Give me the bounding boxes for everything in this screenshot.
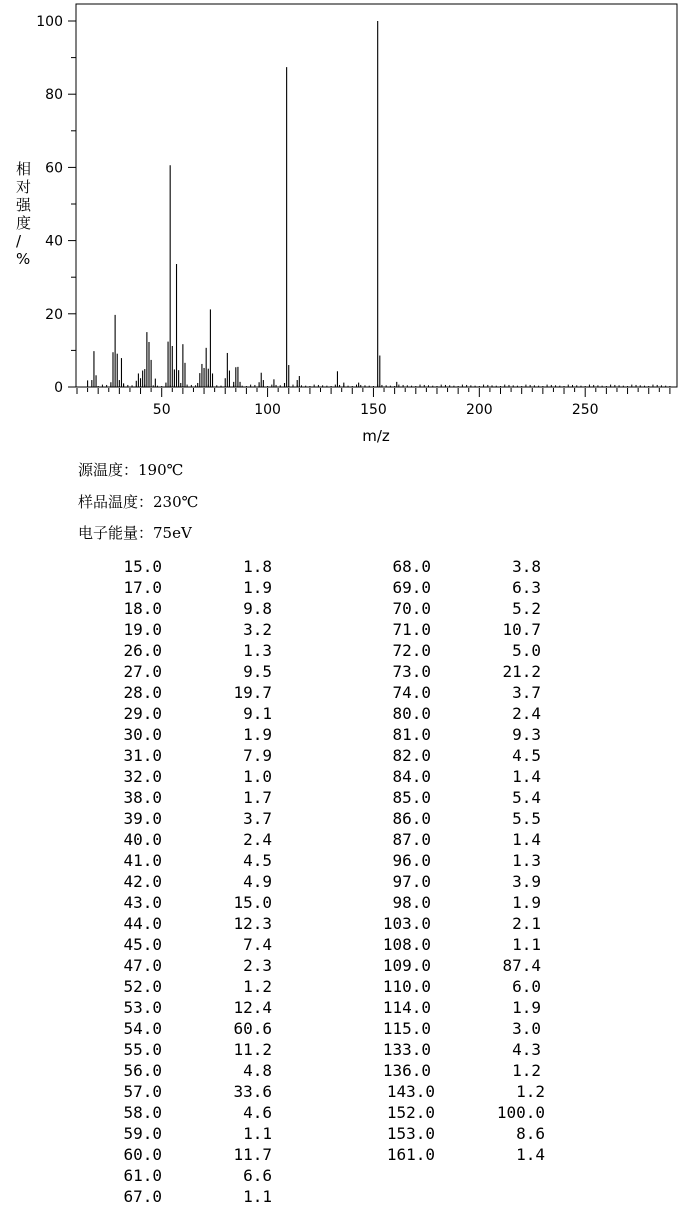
table-mz: 71.0 [392,620,431,639]
table-mz: 98.0 [392,893,431,912]
table-intensity: 1.2 [516,1082,545,1101]
table-intensity: 1.9 [512,998,541,1017]
table-mz: 110.0 [382,977,431,996]
table-intensity: 11.2 [233,1040,272,1059]
table-intensity: 3.8 [512,557,541,576]
table-mz: 67.0 [123,1187,162,1206]
table-intensity: 9.3 [512,725,541,744]
table-mz: 114.0 [382,998,431,1017]
x-axis [77,388,670,418]
table-mz: 84.0 [392,767,431,786]
table-intensity: 21.2 [502,662,541,681]
table-mz: 96.0 [392,851,431,870]
table-intensity: 5.0 [512,641,541,660]
x-tick-label: 200 [465,402,493,418]
table-mz: 57.0 [123,1082,162,1101]
y-tick-label: 40 [45,233,63,250]
table-mz: 32.0 [123,767,162,786]
table-intensity: 1.1 [512,935,541,954]
table-mz: 68.0 [392,557,431,576]
table-mz: 38.0 [123,788,162,807]
table-mz: 44.0 [123,914,162,933]
table-intensity: 3.7 [243,809,272,828]
table-mz: 15.0 [123,557,162,576]
table-intensity: 8.6 [516,1124,545,1143]
table-intensity: 4.6 [243,1103,272,1122]
table-mz: 61.0 [123,1166,162,1185]
table-intensity: 1.3 [512,851,541,870]
table-intensity: 9.5 [243,662,272,681]
table-intensity: 12.3 [233,914,272,933]
table-mz: 54.0 [123,1019,162,1038]
y-tick-label: 0 [54,380,63,396]
x-tick-label: 250 [571,402,599,418]
y-tick-label: 80 [45,87,63,104]
table-mz: 97.0 [392,872,431,891]
table-mz: 69.0 [392,578,431,597]
y-tick-label: 60 [45,160,63,177]
table-mz: 74.0 [392,683,431,702]
peak-series [88,21,397,387]
table-intensity: 1.4 [512,767,541,786]
table-mz: 70.0 [392,599,431,618]
table-mz: 19.0 [123,620,162,639]
table-mz: 161.0 [386,1145,435,1164]
x-axis-label: m/z [362,427,390,445]
table-intensity: 4.3 [512,1040,541,1059]
table-mz: 40.0 [123,830,162,849]
table-mz: 72.0 [392,641,431,660]
table-intensity: 5.2 [512,599,541,618]
x-tick-label: 50 [152,402,171,418]
table-mz: 41.0 [123,851,162,870]
table-intensity: 1.9 [512,893,541,912]
table-mz: 73.0 [392,662,431,681]
table-mz: 143.0 [386,1082,435,1101]
plot-frame [76,4,677,387]
table-mz: 43.0 [123,893,162,912]
table-mz: 52.0 [123,977,162,996]
y-tick-label: 100 [36,14,63,30]
table-intensity: 1.9 [243,578,272,597]
x-tick-label: 150 [360,402,387,418]
table-intensity: 7.9 [243,746,272,765]
table-mz: 39.0 [123,809,162,828]
table-intensity: 1.4 [512,830,541,849]
table-intensity: 2.4 [243,830,272,849]
table-mz: 29.0 [123,704,162,723]
table-intensity: 1.3 [243,641,272,660]
table-mz: 81.0 [392,725,431,744]
table-intensity: 2.1 [512,914,541,933]
table-intensity: 1.0 [243,767,272,786]
table-mz: 86.0 [392,809,431,828]
table-mz: 28.0 [123,683,162,702]
table-mz: 45.0 [123,935,162,954]
table-intensity: 87.4 [502,956,541,975]
y-axis [36,14,76,396]
table-intensity: 4.5 [243,851,272,870]
table-mz: 58.0 [123,1103,162,1122]
table-mz: 85.0 [392,788,431,807]
table-mz: 80.0 [392,704,431,723]
table-mz: 109.0 [382,956,431,975]
table-intensity: 1.7 [243,788,272,807]
table-mz: 53.0 [123,998,162,1017]
x-tick-label: 100 [254,402,281,418]
table-intensity: 5.5 [512,809,541,828]
table-mz: 30.0 [123,725,162,744]
table-intensity: 1.2 [512,1061,541,1080]
table-mz: 31.0 [123,746,162,765]
table-intensity: 4.5 [512,746,541,765]
table-intensity: 5.4 [512,788,541,807]
table-intensity: 3.2 [243,620,272,639]
table-intensity: 1.4 [516,1145,545,1164]
table-mz: 27.0 [123,662,162,681]
table-intensity: 6.3 [512,578,541,597]
table-mz: 60.0 [123,1145,162,1164]
table-intensity: 3.7 [512,683,541,702]
table-mz: 42.0 [123,872,162,891]
table-intensity: 3.0 [512,1019,541,1038]
table-intensity: 9.1 [243,704,272,723]
table-mz: 136.0 [382,1061,431,1080]
table-intensity: 2.3 [243,956,272,975]
y-tick-label: 20 [45,306,63,323]
table-intensity: 1.1 [243,1124,272,1143]
table-intensity: 3.9 [512,872,541,891]
sample-temperature: 样品温度：230℃ [78,493,199,511]
table-intensity: 9.8 [243,599,272,618]
table-mz: 153.0 [386,1124,435,1143]
y-axis-label: 相对强度/ % [16,160,32,268]
table-intensity: 1.9 [243,725,272,744]
table-intensity: 100.0 [496,1103,545,1122]
table-intensity: 15.0 [233,893,272,912]
table-intensity: 4.8 [243,1061,272,1080]
table-intensity: 19.7 [233,683,272,702]
table-intensity: 6.0 [512,977,541,996]
table-intensity: 4.9 [243,872,272,891]
table-mz: 82.0 [392,746,431,765]
table-intensity: 1.2 [243,977,272,996]
table-mz: 18.0 [123,599,162,618]
table-mz: 55.0 [123,1040,162,1059]
table-intensity: 2.4 [512,704,541,723]
table-mz: 47.0 [123,956,162,975]
table-intensity: 6.6 [243,1166,272,1185]
table-mz: 87.0 [392,830,431,849]
table-intensity: 60.6 [233,1019,272,1038]
table-mz: 103.0 [382,914,431,933]
table-intensity: 1.8 [243,557,272,576]
table-mz: 26.0 [123,641,162,660]
table-mz: 56.0 [123,1061,162,1080]
table-mz: 108.0 [382,935,431,954]
table-mz: 59.0 [123,1124,162,1143]
electron-energy: 电子能量：75eV [78,524,192,542]
table-mz: 133.0 [382,1040,431,1059]
table-intensity: 7.4 [243,935,272,954]
table-intensity: 33.6 [233,1082,272,1101]
peak-table [0,556,680,1206]
table-intensity: 1.1 [243,1187,272,1206]
table-mz: 115.0 [382,1019,431,1038]
mass-spectrum-chart [0,0,680,450]
source-temperature: 源温度：190℃ [78,461,184,479]
table-intensity: 11.7 [233,1145,272,1164]
table-intensity: 10.7 [502,620,541,639]
table-intensity: 12.4 [233,998,272,1017]
table-mz: 17.0 [123,578,162,597]
table-mz: 152.0 [386,1103,435,1122]
